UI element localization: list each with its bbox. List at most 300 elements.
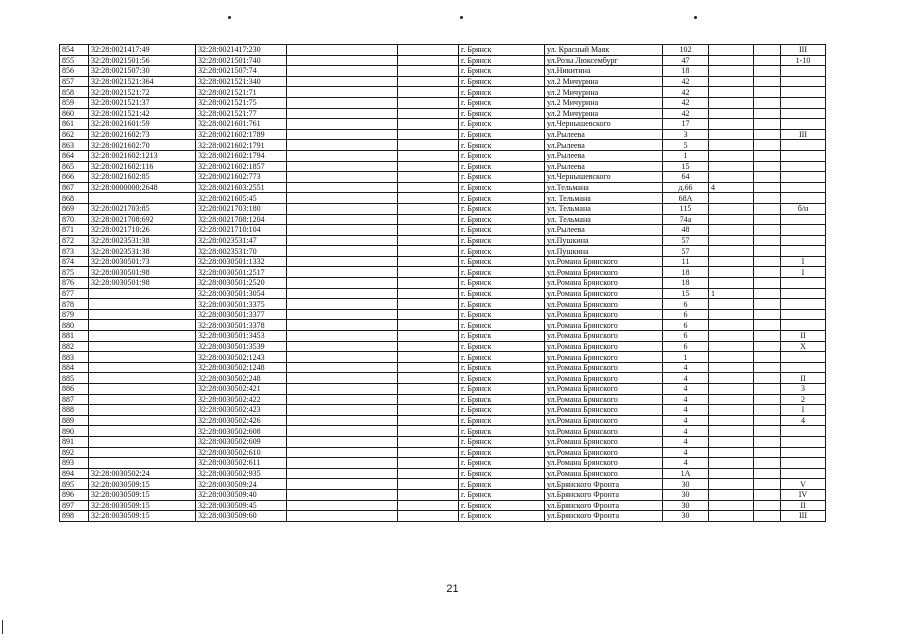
cell-cadastral-land: 32:28:0021521:364: [89, 76, 196, 87]
table-row: [60, 384, 826, 395]
table-row: [60, 288, 826, 299]
cell-extra: [709, 309, 754, 320]
cell-empty: [754, 299, 781, 310]
cell-city: г. Брянск: [459, 341, 545, 352]
cell-number: 894: [60, 468, 89, 479]
cell-empty: [754, 87, 781, 98]
table-row: [60, 55, 826, 66]
cell-extra: [709, 278, 754, 289]
cell-extra: [709, 76, 754, 87]
cell-empty: [398, 426, 459, 437]
cell-cadastral-object: 32:28:0021602:1857: [196, 161, 287, 172]
cell-extra: [709, 246, 754, 257]
cell-house: 4: [663, 447, 709, 458]
cell-number: 860: [60, 108, 89, 119]
table-row: [60, 87, 826, 98]
cell-empty: [398, 246, 459, 257]
cell-house: 18: [663, 66, 709, 77]
cell-empty: [398, 214, 459, 225]
cell-cadastral-land: [89, 405, 196, 416]
cell-empty: [754, 405, 781, 416]
cell-house: 64: [663, 172, 709, 183]
cell-city: г. Брянск: [459, 55, 545, 66]
cell-extra: [709, 362, 754, 373]
cell-empty: [287, 373, 398, 384]
cell-empty: [287, 331, 398, 342]
cell-empty: [754, 45, 781, 56]
cell-empty: [398, 182, 459, 193]
cell-empty: [398, 362, 459, 373]
cell-house: 4: [663, 394, 709, 405]
cell-cadastral-object: 32:28:0030501:3054: [196, 288, 287, 299]
cell-empty: [398, 140, 459, 151]
cell-extra: [709, 341, 754, 352]
cell-number: 877: [60, 288, 89, 299]
cell-street: ул.Рылеева: [545, 140, 663, 151]
cell-empty: [398, 468, 459, 479]
cell-number: 869: [60, 203, 89, 214]
cell-city: г. Брянск: [459, 415, 545, 426]
cell-number: 880: [60, 320, 89, 331]
cell-empty: [754, 203, 781, 214]
table-row: [60, 394, 826, 405]
cell-extra: [709, 479, 754, 490]
cell-empty: [754, 278, 781, 289]
cell-empty: [287, 214, 398, 225]
table-row: [60, 415, 826, 426]
cell-premises: [781, 150, 826, 161]
cell-street: ул.Романа Брянского: [545, 320, 663, 331]
cell-city: г. Брянск: [459, 203, 545, 214]
cell-number: 875: [60, 267, 89, 278]
table-row: [60, 500, 826, 511]
cell-city: г. Брянск: [459, 140, 545, 151]
table-row: [60, 129, 826, 140]
cell-city: г. Брянск: [459, 288, 545, 299]
cell-street: ул.Романа Брянского: [545, 288, 663, 299]
cell-premises: [781, 235, 826, 246]
cell-street: ул.Чернышевского: [545, 172, 663, 183]
cell-city: г. Брянск: [459, 235, 545, 246]
scan-dot-center: [460, 16, 463, 19]
cell-cadastral-land: 32:28:0030509:15: [89, 489, 196, 500]
cell-empty: [754, 161, 781, 172]
cell-street: ул.Никитина: [545, 66, 663, 77]
cell-cadastral-land: [89, 341, 196, 352]
cell-city: г. Брянск: [459, 500, 545, 511]
cell-cadastral-object: 32:28:0030502:426: [196, 415, 287, 426]
cell-empty: [754, 288, 781, 299]
cell-empty: [398, 278, 459, 289]
table-row: [60, 458, 826, 469]
cell-house: 15: [663, 288, 709, 299]
cell-empty: [754, 140, 781, 151]
cell-house: 6: [663, 320, 709, 331]
cell-number: 870: [60, 214, 89, 225]
cell-empty: [287, 278, 398, 289]
cell-extra: [709, 267, 754, 278]
cell-empty: [754, 362, 781, 373]
cell-number: 872: [60, 235, 89, 246]
cell-empty: [287, 352, 398, 363]
cell-empty: [287, 500, 398, 511]
cell-cadastral-object: 32:28:0030501:3378: [196, 320, 287, 331]
cell-premises: III: [781, 129, 826, 140]
cell-empty: [398, 479, 459, 490]
table-row: [60, 405, 826, 416]
cell-city: г. Брянск: [459, 225, 545, 236]
table-row: [60, 479, 826, 490]
cell-house: 30: [663, 500, 709, 511]
table-row: [60, 182, 826, 193]
cell-street: ул.Романа Брянского: [545, 278, 663, 289]
cell-premises: [781, 66, 826, 77]
cell-empty: [287, 394, 398, 405]
cell-empty: [398, 225, 459, 236]
cell-empty: [754, 119, 781, 130]
cell-empty: [398, 489, 459, 500]
cell-cadastral-land: [89, 384, 196, 395]
table-row: [60, 309, 826, 320]
cell-cadastral-object: 32:28:0030502:610: [196, 447, 287, 458]
cell-house: 57: [663, 246, 709, 257]
cell-extra: [709, 415, 754, 426]
cell-street: ул.Романа Брянского: [545, 415, 663, 426]
cell-cadastral-land: 32:28:0030501:73: [89, 256, 196, 267]
cell-house: 5: [663, 140, 709, 151]
cell-empty: [398, 87, 459, 98]
cell-premises: V: [781, 479, 826, 490]
cell-number: 865: [60, 161, 89, 172]
cell-city: г. Брянск: [459, 489, 545, 500]
cell-cadastral-object: 32:28:0023531:70: [196, 246, 287, 257]
cell-premises: III: [781, 511, 826, 522]
cell-cadastral-land: 32:28:0021602:73: [89, 129, 196, 140]
cell-city: г. Брянск: [459, 468, 545, 479]
cell-number: 863: [60, 140, 89, 151]
cell-street: ул.Романа Брянского: [545, 458, 663, 469]
cell-cadastral-object: 32:28:0030502:935: [196, 468, 287, 479]
cell-empty: [754, 341, 781, 352]
cell-cadastral-object: 32:28:0030502:423: [196, 405, 287, 416]
cell-city: г. Брянск: [459, 384, 545, 395]
cell-empty: [398, 129, 459, 140]
cell-street: ул.Пушкина: [545, 235, 663, 246]
cell-number: 858: [60, 87, 89, 98]
cell-extra: [709, 97, 754, 108]
cell-premises: [781, 246, 826, 257]
cell-cadastral-land: [89, 436, 196, 447]
cell-premises: II: [781, 331, 826, 342]
cell-cadastral-land: 32:28:0021501:56: [89, 55, 196, 66]
cell-house: 102: [663, 45, 709, 56]
cell-empty: [398, 500, 459, 511]
cell-extra: [709, 373, 754, 384]
cell-premises: [781, 214, 826, 225]
cell-house: 48: [663, 225, 709, 236]
cell-cadastral-object: 32:28:0021601:761: [196, 119, 287, 130]
cell-street: ул.Романа Брянского: [545, 394, 663, 405]
cell-number: 866: [60, 172, 89, 183]
cell-number: 871: [60, 225, 89, 236]
cell-cadastral-object: 32:28:0021501:740: [196, 55, 287, 66]
cell-extra: [709, 256, 754, 267]
cell-city: г. Брянск: [459, 331, 545, 342]
cell-empty: [754, 415, 781, 426]
cell-empty: [287, 468, 398, 479]
cell-house: 4: [663, 362, 709, 373]
cell-empty: [398, 373, 459, 384]
cell-empty: [287, 447, 398, 458]
cell-empty: [398, 203, 459, 214]
cell-cadastral-object: 32:28:0030501:3375: [196, 299, 287, 310]
cell-number: 883: [60, 352, 89, 363]
cell-city: г. Брянск: [459, 426, 545, 437]
cell-empty: [287, 299, 398, 310]
cell-extra: [709, 436, 754, 447]
cell-extra: [709, 87, 754, 98]
cell-cadastral-object: 32:28:0030502:421: [196, 384, 287, 395]
cell-premises: 2: [781, 394, 826, 405]
cell-house: 6: [663, 331, 709, 342]
cell-empty: [287, 309, 398, 320]
cell-extra: [709, 225, 754, 236]
cell-house: 11: [663, 256, 709, 267]
cell-house: 4: [663, 415, 709, 426]
cell-empty: [398, 415, 459, 426]
cell-cadastral-object: 32:28:0021602:773: [196, 172, 287, 183]
cell-number: 888: [60, 405, 89, 416]
cell-number: 864: [60, 150, 89, 161]
cell-empty: [287, 76, 398, 87]
cell-empty: [754, 256, 781, 267]
cell-empty: [287, 479, 398, 490]
cell-cadastral-land: [89, 394, 196, 405]
cell-city: г. Брянск: [459, 405, 545, 416]
cell-empty: [754, 150, 781, 161]
cell-number: 893: [60, 458, 89, 469]
cell-street: ул.Романа Брянского: [545, 373, 663, 384]
cell-street: ул.Романа Брянского: [545, 447, 663, 458]
cell-empty: [287, 267, 398, 278]
cell-empty: [754, 394, 781, 405]
cell-number: 879: [60, 309, 89, 320]
cell-empty: [398, 288, 459, 299]
cell-cadastral-land: 32:28:0023531:38: [89, 246, 196, 257]
cell-street: ул.Рылеева: [545, 150, 663, 161]
cell-cadastral-object: 32:28:0030502:609: [196, 436, 287, 447]
cell-house: д.66: [663, 182, 709, 193]
cell-extra: [709, 193, 754, 204]
cell-empty: [287, 119, 398, 130]
cell-cadastral-object: 32:28:0030501:3453: [196, 331, 287, 342]
cell-empty: [398, 45, 459, 56]
cell-empty: [287, 341, 398, 352]
cell-empty: [754, 479, 781, 490]
cell-number: 868: [60, 193, 89, 204]
cell-empty: [398, 511, 459, 522]
cell-house: 68А: [663, 193, 709, 204]
cell-cadastral-object: 32:28:0030502:608: [196, 426, 287, 437]
cell-street: ул.Чернышевского: [545, 119, 663, 130]
cell-empty: [287, 150, 398, 161]
cell-premises: [781, 458, 826, 469]
cell-street: ул.2 Мичурина: [545, 76, 663, 87]
cell-extra: [709, 489, 754, 500]
table-row: [60, 489, 826, 500]
cell-city: г. Брянск: [459, 394, 545, 405]
cell-empty: [398, 55, 459, 66]
cell-premises: [781, 172, 826, 183]
cell-empty: [287, 362, 398, 373]
cell-cadastral-object: 32:28:0021708:1204: [196, 214, 287, 225]
cell-empty: [398, 299, 459, 310]
cell-empty: [287, 320, 398, 331]
cell-empty: [754, 182, 781, 193]
cell-premises: [781, 193, 826, 204]
cell-extra: [709, 66, 754, 77]
table-row: [60, 267, 826, 278]
cell-house: 4: [663, 426, 709, 437]
table-row: [60, 150, 826, 161]
table-row: [60, 341, 826, 352]
cell-number: 878: [60, 299, 89, 310]
cell-street: ул.Романа Брянского: [545, 362, 663, 373]
cell-premises: [781, 309, 826, 320]
cell-empty: [754, 55, 781, 66]
cell-cadastral-object: 32:28:0030501:2520: [196, 278, 287, 289]
cell-city: г. Брянск: [459, 119, 545, 130]
cell-cadastral-object: 32:28:0023531:47: [196, 235, 287, 246]
cell-empty: [398, 458, 459, 469]
cell-city: г. Брянск: [459, 97, 545, 108]
cell-empty: [287, 108, 398, 119]
table-row: [60, 352, 826, 363]
cell-empty: [287, 405, 398, 416]
table-row: [60, 214, 826, 225]
cell-premises: 1-10: [781, 55, 826, 66]
cell-city: г. Брянск: [459, 76, 545, 87]
cell-number: 896: [60, 489, 89, 500]
cell-extra: 1: [709, 288, 754, 299]
table-row: [60, 140, 826, 151]
cell-extra: [709, 150, 754, 161]
cell-street: ул.Пушкина: [545, 246, 663, 257]
cell-cadastral-land: 32:28:0021602:116: [89, 161, 196, 172]
cell-premises: [781, 182, 826, 193]
cell-cadastral-object: 32:28:0030509:40: [196, 489, 287, 500]
cell-empty: [754, 76, 781, 87]
cell-street: ул.Романа Брянского: [545, 331, 663, 342]
cell-empty: [287, 87, 398, 98]
cell-number: 859: [60, 97, 89, 108]
cell-empty: [398, 172, 459, 183]
cell-extra: [709, 458, 754, 469]
cell-premises: [781, 225, 826, 236]
cell-premises: [781, 320, 826, 331]
cell-cadastral-land: [89, 193, 196, 204]
cell-city: г. Брянск: [459, 87, 545, 98]
cell-empty: [398, 320, 459, 331]
cell-cadastral-land: [89, 352, 196, 363]
cell-number: 889: [60, 415, 89, 426]
cell-extra: [709, 394, 754, 405]
cell-cadastral-land: [89, 415, 196, 426]
cell-number: 887: [60, 394, 89, 405]
cell-empty: [287, 511, 398, 522]
cell-empty: [754, 97, 781, 108]
cell-empty: [754, 246, 781, 257]
table-row: [60, 66, 826, 77]
cell-cadastral-object: 32:28:0021602:1794: [196, 150, 287, 161]
cell-empty: [754, 309, 781, 320]
cell-empty: [398, 256, 459, 267]
cell-number: 857: [60, 76, 89, 87]
cell-number: 895: [60, 479, 89, 490]
cell-premises: IV: [781, 489, 826, 500]
cell-empty: [754, 426, 781, 437]
cell-empty: [398, 119, 459, 130]
cell-city: г. Брянск: [459, 256, 545, 267]
cell-cadastral-land: 32:28:0021417:49: [89, 45, 196, 56]
cell-empty: [398, 161, 459, 172]
cell-premises: [781, 108, 826, 119]
cell-house: 47: [663, 55, 709, 66]
cell-cadastral-object: 32:28:0030502:611: [196, 458, 287, 469]
cell-city: г. Брянск: [459, 373, 545, 384]
cell-empty: [398, 405, 459, 416]
cell-cadastral-land: [89, 331, 196, 342]
cell-cadastral-object: 32:28:0021521:77: [196, 108, 287, 119]
cell-number: 874: [60, 256, 89, 267]
cell-cadastral-object: 32:28:0030501:1332: [196, 256, 287, 267]
cell-empty: [754, 129, 781, 140]
cell-cadastral-land: [89, 458, 196, 469]
cell-premises: [781, 299, 826, 310]
table-row: [60, 447, 826, 458]
cell-empty: [754, 214, 781, 225]
cell-cadastral-land: 32:28:0030502:24: [89, 468, 196, 479]
cell-empty: [287, 436, 398, 447]
cell-cadastral-object: 32:28:0021507:74: [196, 66, 287, 77]
cell-cadastral-land: [89, 288, 196, 299]
cell-empty: [287, 129, 398, 140]
cell-city: г. Брянск: [459, 278, 545, 289]
cell-city: г. Брянск: [459, 66, 545, 77]
cell-number: 886: [60, 384, 89, 395]
cell-empty: [754, 235, 781, 246]
cell-empty: [287, 140, 398, 151]
cell-empty: [754, 193, 781, 204]
cell-premises: II: [781, 500, 826, 511]
cell-house: 30: [663, 511, 709, 522]
cell-street: ул.Рылеева: [545, 225, 663, 236]
cell-city: г. Брянск: [459, 108, 545, 119]
cell-number: 884: [60, 362, 89, 373]
cell-cadastral-object: 32:28:0021521:75: [196, 97, 287, 108]
page-number: 21: [446, 583, 459, 595]
cell-cadastral-land: [89, 373, 196, 384]
cell-cadastral-land: 32:28:0021602:1213: [89, 150, 196, 161]
cell-extra: [709, 119, 754, 130]
cell-empty: [754, 500, 781, 511]
cell-city: г. Брянск: [459, 479, 545, 490]
cell-city: г. Брянск: [459, 214, 545, 225]
cell-cadastral-object: 32:28:0030502:248: [196, 373, 287, 384]
cell-cadastral-object: 32:28:0021602:1789: [196, 129, 287, 140]
cell-extra: [709, 331, 754, 342]
table-row: [60, 468, 826, 479]
